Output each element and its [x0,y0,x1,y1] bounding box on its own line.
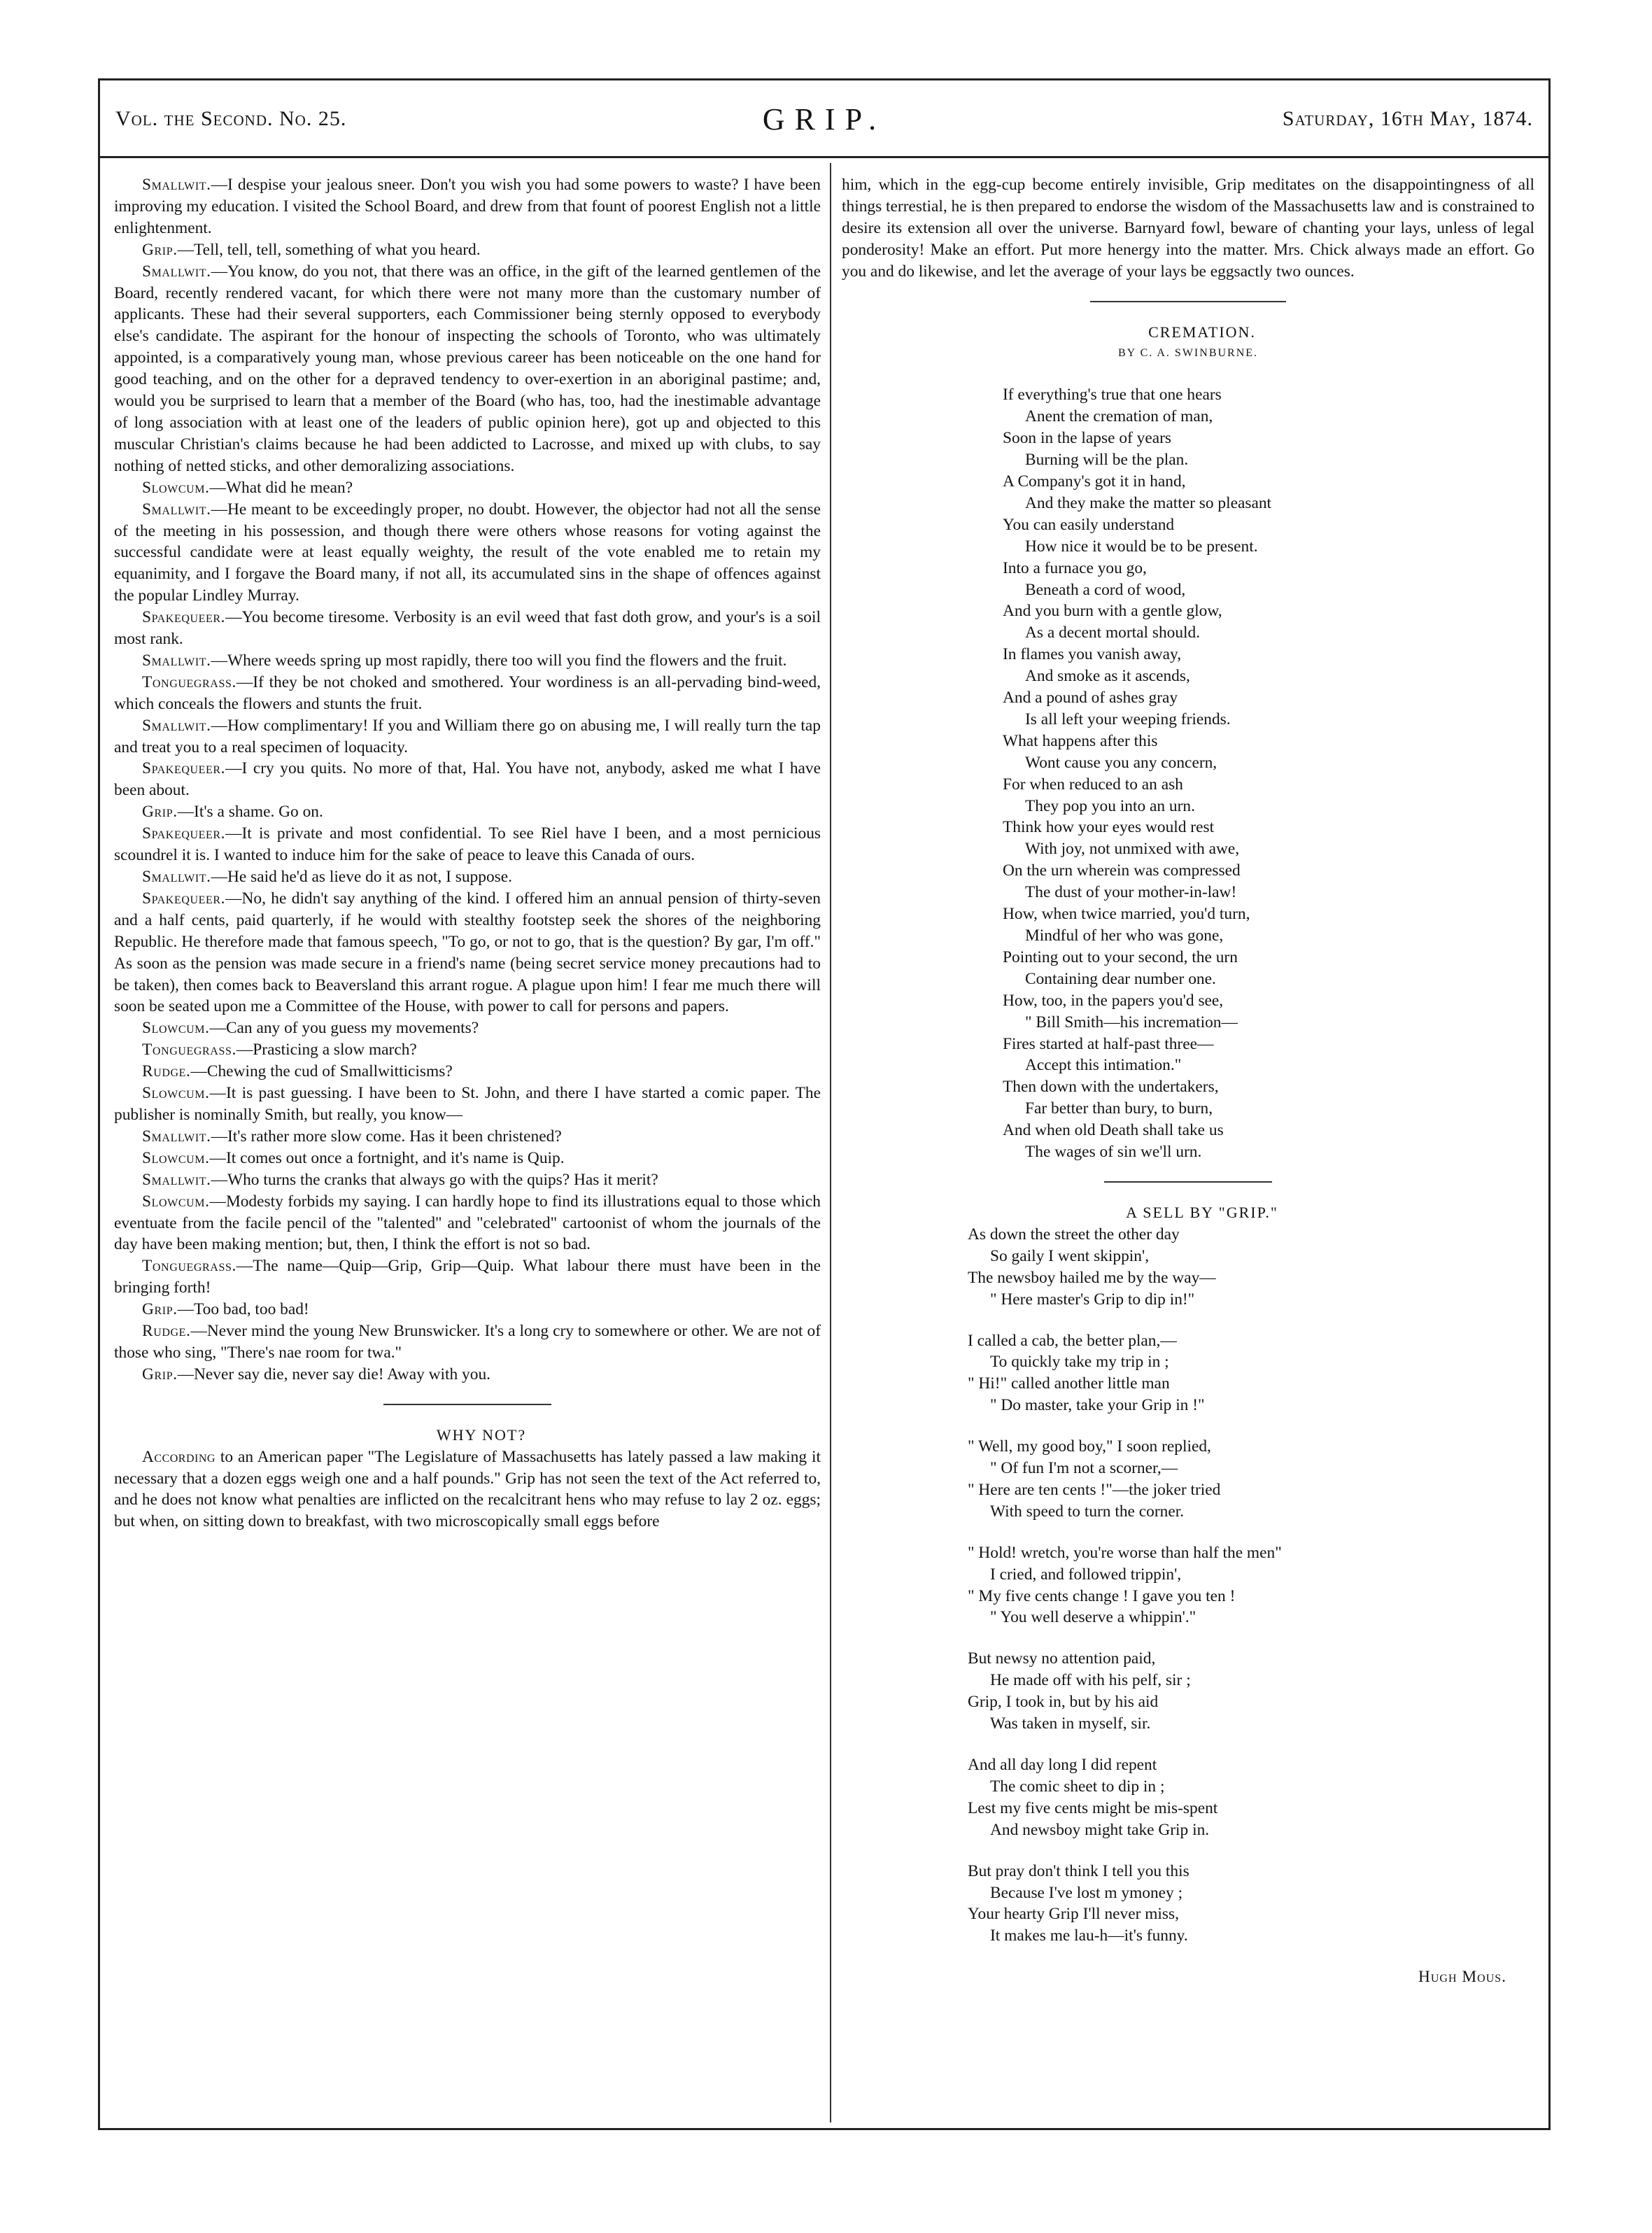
dialogue-paragraph [114,672,821,715]
right-column [842,174,1534,1988]
poem-stanza [968,1648,1457,1735]
dialogue-paragraph [114,1017,821,1039]
section-rule [383,1404,551,1405]
dialogue-text: —No, he didn't say anything of the kind. I offered him an annual pension of thirty-seven and a half cents, paid quarterly, if he would with stealthy footstep seek the shores of the neighboring Republic. He therefore made that famous speech, "To go, or not to go, that is the question? By gar, I'm off." As soon as the pension was made secure in a friend's name (being secret service money precautions had to be taken), then comes back to Beaversland this arrant rogue. A plague upon him! I fear me much there will soon be seated upon me a Committee of the House, with power to call for persons and papers. [114,889,821,1016]
speaker-name: Tonguegrass. [142,1257,236,1276]
dialogue-text: —He meant to be exceedingly proper, no doubt. However, the objector had not all the sense of the meeting in his possession, and though there were others whose reasons for voting against the successful candidate were at least equally weighty, the result of the vote enabled me to retain my equanimity, and I forgave the Board many, if not all, its accumulated sins in the shape of offences against the popular Lindley Murray. [114,500,821,605]
speaker-name: Rudge. [142,1322,191,1341]
dialogue-text: —Who turns the cranks that always go with the quips? Has it merit? [211,1170,658,1189]
dialogue-paragraph [114,1169,821,1191]
poem-line: The comic sheet to dip in ; [990,1777,1165,1796]
speaker-name: Slowcum. [142,1019,210,1038]
why-not-text: to an American paper "The Legislature of Massachusetts has lately passed a law making it necessary that a dozen eggs weigh one and a half pounds." Grip has not seen the text of the Act referred to, and he does not know what penalties are inflicted on the recalcitrant hens who may refuse to lay 2 oz. eggs; but when, on sitting down to breakfast, with two microscopically small eggs before [114,1447,821,1531]
dialogue-paragraph [114,801,821,823]
dialogue-paragraph [114,1061,821,1083]
poem-stanza [968,1542,1457,1629]
dialogue-paragraph [114,650,821,672]
poem-line: A Company's got it in hand, [1003,472,1186,491]
issue-date: Saturday, 16th May, 1874. [1282,107,1533,130]
why-not-article [114,1446,821,1533]
dialogue-text: —It comes out once a fortnight, and it's name is Quip. [209,1148,565,1167]
poem-line: The newsboy hailed me by the way— [968,1268,1216,1287]
dialogue-paragraph [114,1320,821,1364]
section-rule [1104,1181,1272,1183]
poem-line: " Do master, take your Grip in !" [990,1396,1205,1415]
poem-line: They pop you into an urn. [1025,796,1195,815]
cremation-byline: BY C. A. SWINBURNE. [1117,347,1259,360]
poem-line: And you burn with a gentle glow, [1003,602,1222,621]
dialogue-text: —It's rather more slow come. Has it been christened? [211,1127,562,1146]
section-rule [1090,301,1286,302]
poem-line: I called a cab, the better plan,— [968,1331,1177,1350]
poem-line: Far better than bury, to burn, [1025,1099,1213,1118]
speaker-name: Spakequeer. [142,759,226,778]
dialogue-text: —What did he mean? [209,478,353,497]
speaker-name: Smallwit. [142,868,211,886]
newspaper-title: GRIP. [762,102,887,136]
poem-line: Your hearty Grip I'll never miss, [968,1905,1179,1924]
dialogue-text: —I cry you quits. No more of that, Hal. You have not, anybody, asked me what I have been about. [114,759,821,800]
dialogue-text: —Tell, tell, tell, something of what you heard. [177,240,481,259]
dialogue-paragraph [114,1255,821,1299]
dialogue-text: —Can any of you guess my movements? [209,1019,479,1038]
poem-line: How nice it would be to be present. [1025,537,1258,556]
poem-line: But newsy no attention paid, [968,1649,1156,1668]
poem-stanza [968,1861,1457,1947]
dialogue-paragraph [114,261,821,477]
poem-line: Containing dear number one. [1025,969,1216,988]
why-not-heading: WHY NOT? [436,1425,527,1444]
speaker-name: Smallwit. [142,262,211,281]
speaker-name: Smallwit. [142,1170,211,1189]
speaker-name: Smallwit. [142,176,211,194]
poem-line: And all day long I did repent [968,1756,1157,1774]
poem-line: And a pound of ashes gray [1003,689,1178,707]
cremation-poem [1003,384,1492,1163]
poem-line: How, when twice married, you'd turn, [1003,905,1250,924]
poem-stanza [968,1224,1457,1311]
dialogue-paragraph [114,607,821,650]
poem-line: " My five cents change ! I gave you ten ! [968,1586,1236,1605]
dialogue-text: —How complimentary! If you and William there go on abusing me, I will really turn the tap and treat you to a real specimen of loquacity. [114,716,821,756]
speaker-name: Grip. [142,240,178,259]
dialogue-paragraph [114,888,821,1017]
why-not-continuation: him, which in the egg-cup become entirely invisible, Grip meditates on the disappointingness of all things terrestial, he is then prepared to endorse the wisdom of the Massachusetts law and is constrained to desire its extension all over the universe. Barnyard fowl, beware of chanting your lays, unless of legal ponderosity! Make an effort. Put more henergy into the matter. Mrs. Chick always made an effort. Go you and do likewise, and let the average of your lays be eggsactly two ounces. [842,176,1534,281]
dialogue-section [114,174,821,1386]
speaker-name: Grip. [142,1300,178,1319]
speaker-name: Slowcum. [142,478,210,497]
poem-line: Was taken in myself, sir. [990,1714,1151,1733]
speaker-name: Tonguegrass. [142,1041,236,1059]
dialogue-text: —The name—Quip—Grip, Grip—Quip. What labour there must have been in the bringing forth! [114,1257,821,1297]
poem-stanza [968,1330,1457,1417]
poem-line: " Hold! wretch, you're worse than half the men" [968,1543,1282,1562]
speaker-name: Spakequeer. [142,824,226,843]
dialogue-paragraph [114,1148,821,1169]
dialogue-text: —If they be not choked and smothered. Your wordiness is an all-pervading bind-weed, which conceals the flowers and stunts the fruit. [114,672,821,713]
volume-number: Vol. the Second. No. 25. [115,107,347,130]
poem-line: But pray don't think I tell you this [968,1861,1189,1880]
dialogue-text: —I despise your jealous sneer. Don't you wish you had some powers to waste? I have been improving my education. I visited the School Board, and drew from that fount of poorest English not a little enlightenment. [114,176,821,237]
poem-line: Burning will be the plan. [1025,451,1189,470]
dialogue-text: —You know, do you not, that there was an office, in the gift of the learned gentlemen of the Board, recently rendered vacant, for which there were not many more than the customary number of applicants. These had their several supporters, each Commissioner being sternly opposed to everybody else's candidate. The aspirant for the honour of inspecting the schools of Toronto, who was ultimately appointed, is a comparatively young man, whose previous career has been noticeable on the one hand for good teaching, and on the other for a depraved tendency to over-exertion in an aboriginal pastime; and, would you be surprised to learn that a member of the Board (who has, too, had the inestimable advantage of long association with at least one of the leaders of public opinion here), got up and objected to this muscular Christian's claims because he had been addicted to Lacrosse, and mixed up with clubs, to say nothing of netted sticks, and other demoralizing associations. [114,262,821,475]
speaker-name: Spakequeer. [142,889,226,908]
dialogue-paragraph [114,239,821,261]
poem-line: " Here master's Grip to dip in!" [990,1290,1195,1309]
dialogue-paragraph [114,477,821,499]
dialogue-text: —Chewing the cud of Smallwitticisms? [190,1062,453,1081]
speaker-name: Spakequeer. [142,608,226,627]
sell-poem [968,1224,1457,1947]
poem-line: " Well, my good boy," I soon replied, [968,1437,1211,1456]
dialogue-text: —It is past guessing. I have been to St. John, and there I have started a comic paper. The publisher is nominally Smith, but really, you know— [114,1084,821,1124]
left-column [114,174,821,1533]
poem-line: Grip, I took in, but by his aid [968,1693,1159,1712]
dialogue-paragraph [114,499,821,607]
dialogue-text: —Modesty forbids my saying. I can hardly hope to find its illustrations equal to those which eventuate from the facile pencil of the "talented" and "celebrated" cartoonist of whom the journals of the day have been making mention; but, then, I think the effort is not so bad. [114,1192,821,1254]
poem-line: And newsboy might take Grip in. [990,1820,1210,1839]
speaker-name: Grip. [142,1365,178,1383]
poem-line: And smoke as it ascends, [1025,667,1190,686]
poem-line: The dust of your mother-in-law! [1025,883,1237,902]
poem-line: It makes me lau-h—it's funny. [990,1926,1188,1945]
poem-line: Fires started at half-past three— [1003,1034,1214,1053]
dialogue-paragraph [114,758,821,801]
poem-line: Mindful of her who was gone, [1025,927,1224,945]
speaker-name: Slowcum. [142,1192,210,1211]
dialogue-text: —You become tiresome. Verbosity is an evil weed that fast doth grow, and your's is a soil most rank. [114,608,821,649]
poem-line: The wages of sin we'll urn. [1025,1143,1202,1162]
poem-line: Then down with the undertakers, [1003,1078,1219,1097]
poem-line: " Hi!" called another little man [968,1374,1170,1393]
speaker-name: Smallwit. [142,651,211,670]
poem-line: " Of fun I'm not a scorner,— [990,1459,1178,1478]
cremation-heading: CREMATION. [1148,323,1256,341]
masthead [100,80,1548,158]
poem-line: So gaily I went skippin', [990,1246,1150,1265]
dialogue-text: —He said he'd as lieve do it as not, I suppose. [211,868,512,886]
poem-line: For when reduced to an ash [1003,775,1183,794]
speaker-name: Smallwit. [142,716,211,735]
poem-line: Accept this intimation." [1025,1056,1182,1075]
poem-line: He made off with his pelf, sir ; [990,1671,1191,1690]
poem-stanza [968,1754,1457,1841]
dialogue-text: —Too bad, too bad! [177,1300,309,1319]
dialogue-paragraph [114,174,821,239]
column-divider [830,163,831,2122]
dialogue-paragraph [114,1126,821,1148]
poem-line: If everything's true that one hears [1003,386,1222,404]
dialogue-paragraph [114,715,821,759]
speaker-name: Slowcum. [142,1148,210,1167]
poem-line: How, too, in the papers you'd see, [1003,991,1224,1010]
dialogue-text: —It's a shame. Go on. [177,803,323,822]
why-not-lead-word: According [142,1447,216,1466]
poem-line: Beneath a cord of wood, [1025,580,1186,599]
speaker-name: Tonguegrass. [142,672,236,691]
poem-line: Wont cause you any concern, [1025,753,1217,772]
poem-line: Is all left your weeping friends. [1025,710,1231,728]
poem-line: I cried, and followed trippin', [990,1565,1182,1584]
poem-line: With speed to turn the corner. [990,1502,1185,1521]
dialogue-paragraph [114,1364,821,1386]
poem-line: " Here are ten cents !"—the joker tried [968,1480,1221,1499]
poem-signature: Hugh Mous. [1418,1968,1506,1987]
speaker-name: Rudge. [142,1062,191,1081]
dialogue-text: —Never mind the young New Brunswicker. It's a long cry to somewhere or other. We are not of those who sing, "There's nae room for twa." [114,1322,821,1362]
dialogue-paragraph [114,1299,821,1320]
poem-line: " You well deserve a whippin'." [990,1608,1196,1627]
poem-line: And they make the matter so pleasant [1025,493,1272,512]
poem-line: And when old Death shall take us [1003,1121,1224,1140]
poem-line: " Bill Smith—his incremation— [1025,1013,1238,1031]
poem-line: Pointing out to your second, the urn [1003,948,1238,966]
dialogue-paragraph [114,823,821,866]
poem-line: With joy, not unmixed with awe, [1025,840,1240,859]
poem-line: In flames you vanish away, [1003,645,1182,664]
poem-line: Lest my five cents might be mis-spent [968,1798,1218,1817]
speaker-name: Smallwit. [142,1127,211,1146]
poem-stanza [968,1436,1457,1523]
sell-heading: A SELL BY "GRIP." [1126,1203,1278,1221]
speaker-name: Slowcum. [142,1084,210,1103]
dialogue-paragraph [114,1083,821,1126]
poem-line: To quickly take my trip in ; [990,1353,1169,1372]
poem-line: Because I've lost m ymoney ; [990,1883,1183,1902]
poem-line: Think how your eyes would rest [1003,818,1215,837]
speaker-name: Grip. [142,803,178,822]
poem-line: As a decent mortal should. [1025,624,1201,642]
dialogue-text: —Prasticing a slow march? [236,1041,417,1059]
poem-line: What happens after this [1003,731,1158,750]
dialogue-text: —It is private and most confidential. To see Riel have I been, and a most pernicious scoundrel it is. I wanted to induce him for the sake of peace to leave this Canada of ours. [114,824,821,865]
poem-line: As down the street the other day [968,1225,1180,1244]
dialogue-paragraph [114,1191,821,1256]
poem-line: Anent the cremation of man, [1025,407,1213,426]
speaker-name: Smallwit. [142,500,211,519]
poem-line: You can easily understand [1003,515,1175,534]
dialogue-text: —Where weeds spring up most rapidly, there too will you find the flowers and the fruit. [211,651,787,670]
dialogue-paragraph [114,866,821,888]
dialogue-paragraph [114,1039,821,1061]
poem-line: On the urn wherein was compressed [1003,861,1241,880]
page-frame [98,78,1551,2130]
dialogue-text: —Never say die, never say die! Away with you. [177,1365,490,1383]
poem-line: Soon in the lapse of years [1003,429,1171,448]
poem-line: Into a furnace you go, [1003,558,1147,577]
